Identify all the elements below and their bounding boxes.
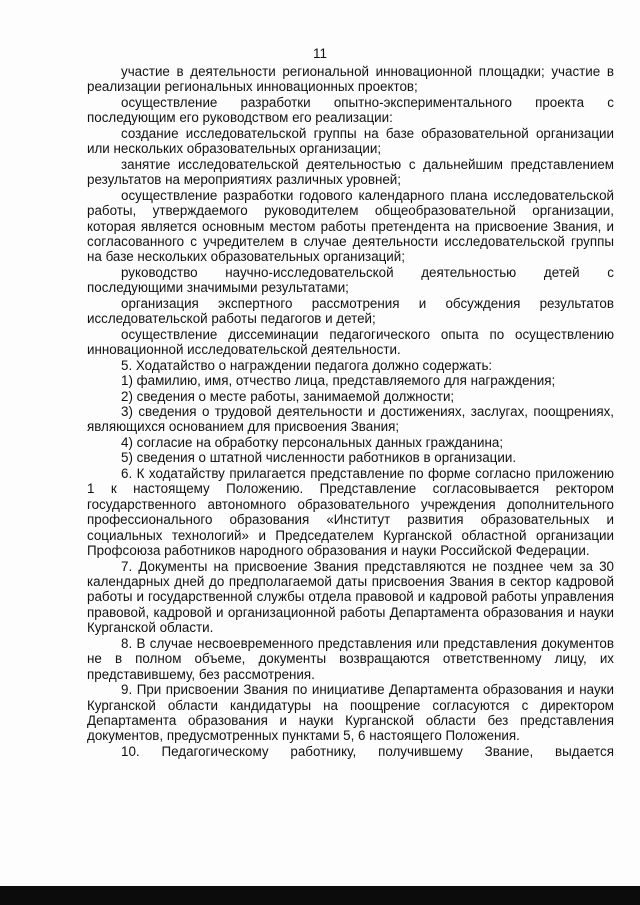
page-number: 11 [312, 46, 327, 61]
document-body [87, 64, 614, 759]
paragraph: 7. Документы на присвоение Звания представляются не позднее чем за 30 календарных дней до предполагаемой даты присвоения Звания в сектор кадровой работы и государственной службы отдела правовой и кадровой работы управления правовой, кадровой и организационной работы Департамента образования и науки Курганской области. [87, 558, 614, 636]
paragraph: осуществление диссеминации педагогического опыта по осуществлению инновационной исследовательской деятельности. [87, 326, 614, 358]
paragraph: осуществление разработки годового календарного плана исследовательской работы, утверждаемого руководителем общеобразовательной организации, которая является основным местом работы претендента на присвоение Звания, и согласованного с учредителем в случае деятельности исследовательской группы на базе нескольких образовательных организаций; [87, 187, 614, 265]
paragraph: 6. К ходатайству прилагается представление по форме согласно приложению 1 к настоящему Положению. Представление согласовывается ректором государственного автономного образовательного учреждения дополнительного профессионального образования «Институт развития образовательных и социальных технологий» и Председателем Курганской областной организации Профсоюза работников народного образования и науки Российской Федерации. [87, 465, 614, 559]
paragraph: 8. В случае несвоевременного представления или представления документов не в полном объеме, документы возвращаются ответственному лицу, их представившему, без рассмотрения. [87, 635, 614, 682]
paragraph: организация экспертного рассмотрения и обсуждения результатов исследовательской работы педагогов и детей; [87, 295, 614, 327]
paragraph: руководство научно-исследовательской деятельностью детей с последующими значимыми результатами; [87, 264, 614, 296]
paragraph: 3) сведения о трудовой деятельности и достижениях, заслугах, поощрениях, являющихся основанием для присвоения Звания; [87, 403, 614, 435]
paragraph: 10. Педагогическому работнику, получившему Звание, выдается [121, 743, 614, 759]
paragraph: 5) сведения о штатной численности работников в организации. [121, 450, 517, 466]
paragraph: участие в деятельности региональной инновационной площадки; участие в реализации региональных инновационных проектов; [87, 64, 614, 95]
paragraph: осуществление разработки опытно-экспериментального проекта с последующим его руководством его реализации: [87, 94, 614, 126]
paragraph: занятие исследовательской деятельностью с дальнейшим представлением результатов на мероприятиях различных уровней; [87, 156, 614, 188]
paragraph: 5. Ходатайство о награждении педагога должно содержать: [121, 357, 493, 373]
paragraph: 2) сведения о месте работы, занимаемой должности; [121, 388, 455, 404]
paragraph: 4) согласие на обработку персональных данных гражданина; [121, 434, 504, 450]
paragraph: создание исследовательской группы на базе образовательной организации или нескольких образовательных организации; [87, 125, 614, 157]
scan-bottom-border [0, 886, 640, 905]
paragraph: 9. При присвоении Звания по инициативе Департамента образования и науки Курганской области кандидатуры на поощрение согласуются с директором Департамента образования и науки Курганской области без представления документов, предусмотренных пунктами 5, 6 настоящего Положения. [87, 682, 614, 744]
paragraph: 1) фамилию, имя, отчество лица, представляемого для награждения; [121, 373, 556, 389]
